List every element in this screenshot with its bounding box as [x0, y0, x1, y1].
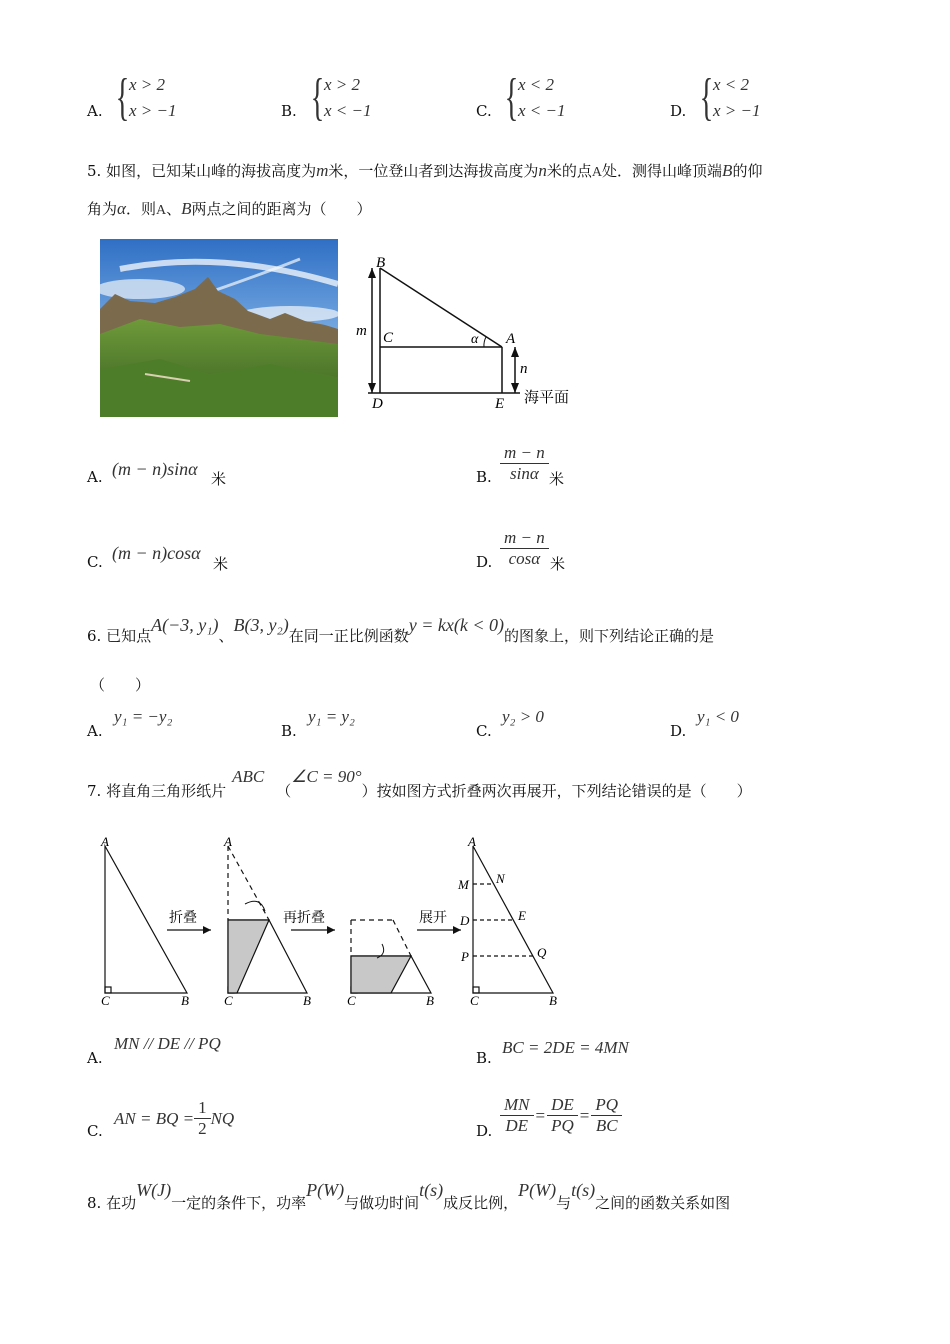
mountain-photo	[100, 239, 338, 417]
svg-text:M: M	[458, 877, 469, 892]
label-B: B	[376, 255, 386, 271]
q4-option-d-system: { x < 2 x > −1	[699, 69, 761, 126]
q7-folding-diagram	[95, 836, 575, 1011]
q5-option-b-fraction: $\frac{m - n}{\sin\alpha}$	[500, 443, 549, 484]
label-E: E	[495, 396, 505, 412]
svg-text:A: A	[468, 836, 476, 849]
q5-option-b-unit: 米	[549, 470, 565, 488]
q6-option-b-expr: y₁ = y₂	[308, 707, 355, 726]
label-D: D	[372, 396, 383, 412]
q6-option-a-letter: A.	[87, 722, 103, 740]
brace-icon: {	[115, 69, 130, 126]
q5-option-c-expr: (m − n)cosα	[112, 543, 201, 563]
q4-option-c-system: { x < 2 x < −1	[504, 69, 566, 126]
arrow-label-fold-again: 再折叠	[283, 911, 325, 926]
q6-option-c-expr: y₂ > 0	[502, 707, 544, 726]
q6-option-d-letter: D.	[670, 722, 687, 740]
label-alpha: α	[471, 332, 479, 347]
q5-option-d-letter: D.	[476, 553, 493, 571]
svg-text:B: B	[181, 993, 189, 1008]
q6-stem: 6. 已知点 A(−3, y₁) 、 B(3, y₂) 在同一正比例函数 y = kx(k < 0) 的图象上，则下列结论正确的是	[87, 615, 715, 645]
q7-option-c-letter: C.	[87, 1122, 103, 1140]
svg-text:C: C	[101, 993, 110, 1008]
q5-elevation-diagram	[352, 250, 592, 415]
arrow-label-fold: 折叠	[169, 911, 197, 926]
q5-option-a-unit: 米	[211, 470, 227, 488]
q7-stem: 7. 将直角三角形纸片 ABC （ ∠C = 90° ）按如图方式折叠两次再展开，下列结论错误的是（ ）	[87, 767, 752, 800]
svg-text:A: A	[224, 836, 232, 849]
svg-text:B: B	[549, 993, 557, 1008]
brace-icon: {	[699, 69, 714, 126]
label-sea-level: 海平面	[524, 390, 570, 406]
q8-stem: 8. 在功 W(J) 一定的条件下，功率 P(W) 与做功时间 t(s) 成反比例， P(W) 与 t(s) 之间的函数关系如图	[87, 1180, 731, 1212]
q5-option-b-letter: B.	[476, 468, 492, 486]
svg-text:N: N	[496, 871, 505, 886]
svg-text:C: C	[347, 993, 356, 1008]
svg-text:D: D	[460, 913, 470, 928]
label-A: A	[506, 331, 516, 347]
svg-text:P: P	[461, 949, 469, 964]
label-m: m	[356, 323, 367, 339]
svg-text:B: B	[426, 993, 434, 1008]
q7-option-c-expr: AN = BQ = $\frac{1}{2}$ NQ	[114, 1098, 235, 1138]
q4-option-b-system: { x > 2 x < −1	[310, 69, 372, 126]
q4-option-a-letter: A.	[87, 102, 103, 120]
svg-text:C: C	[470, 993, 479, 1008]
q5-option-a-letter: A.	[87, 468, 103, 486]
q7-option-b-letter: B.	[476, 1049, 492, 1067]
brace-icon: {	[504, 69, 519, 126]
q5-option-c-letter: C.	[87, 553, 103, 571]
q7-option-d-expr: $\frac{MN}{DE}$ = $\frac{DE}{PQ}$ = $\frac{PQ}{BC}$	[500, 1095, 622, 1136]
q6-option-b-letter: B.	[281, 722, 297, 740]
q6-answer-paren: （ ）	[90, 676, 151, 694]
label-n: n	[520, 361, 528, 377]
q6-option-d-expr: y₁ < 0	[697, 707, 739, 726]
arrow-label-unfold: 展开	[419, 911, 447, 926]
brace-icon: {	[310, 69, 325, 126]
q5-stem-line2: 角为α．则A、B两点之间的距离为（ ）	[87, 199, 372, 218]
svg-text:C: C	[224, 993, 233, 1008]
svg-text:A: A	[101, 836, 109, 849]
svg-text:B: B	[303, 993, 311, 1008]
q5-option-d-fraction: $\frac{m - n}{\cos\alpha}$	[500, 528, 549, 569]
q4-option-c-letter: C.	[476, 102, 492, 120]
q5-option-c-unit: 米	[213, 555, 229, 573]
q4-option-a-system: { x > 2 x > −1	[115, 69, 177, 126]
q5-stem-line1: 5. 如图，已知某山峰的海拔高度为m米，一位登山者到达海拔高度为n米的点A处．测得山峰顶端B的仰	[87, 161, 763, 180]
q6-option-a-expr: y₁ = −y₂	[114, 707, 173, 726]
q4-option-b-letter: B.	[281, 102, 297, 120]
q6-option-c-letter: C.	[476, 722, 492, 740]
q5-option-a-expr: (m − n)sinα	[112, 459, 198, 479]
q7-option-a-expr: MN // DE // PQ	[114, 1034, 221, 1053]
svg-text:Q: Q	[537, 945, 547, 960]
q5-option-d-unit: 米	[550, 555, 566, 573]
q4-option-d-letter: D.	[670, 102, 687, 120]
q7-option-a-letter: A.	[87, 1049, 103, 1067]
q7-option-d-letter: D.	[476, 1122, 493, 1140]
svg-text:E: E	[518, 908, 526, 923]
label-C: C	[383, 330, 394, 346]
q7-option-b-expr: BC = 2DE = 4MN	[502, 1038, 629, 1057]
